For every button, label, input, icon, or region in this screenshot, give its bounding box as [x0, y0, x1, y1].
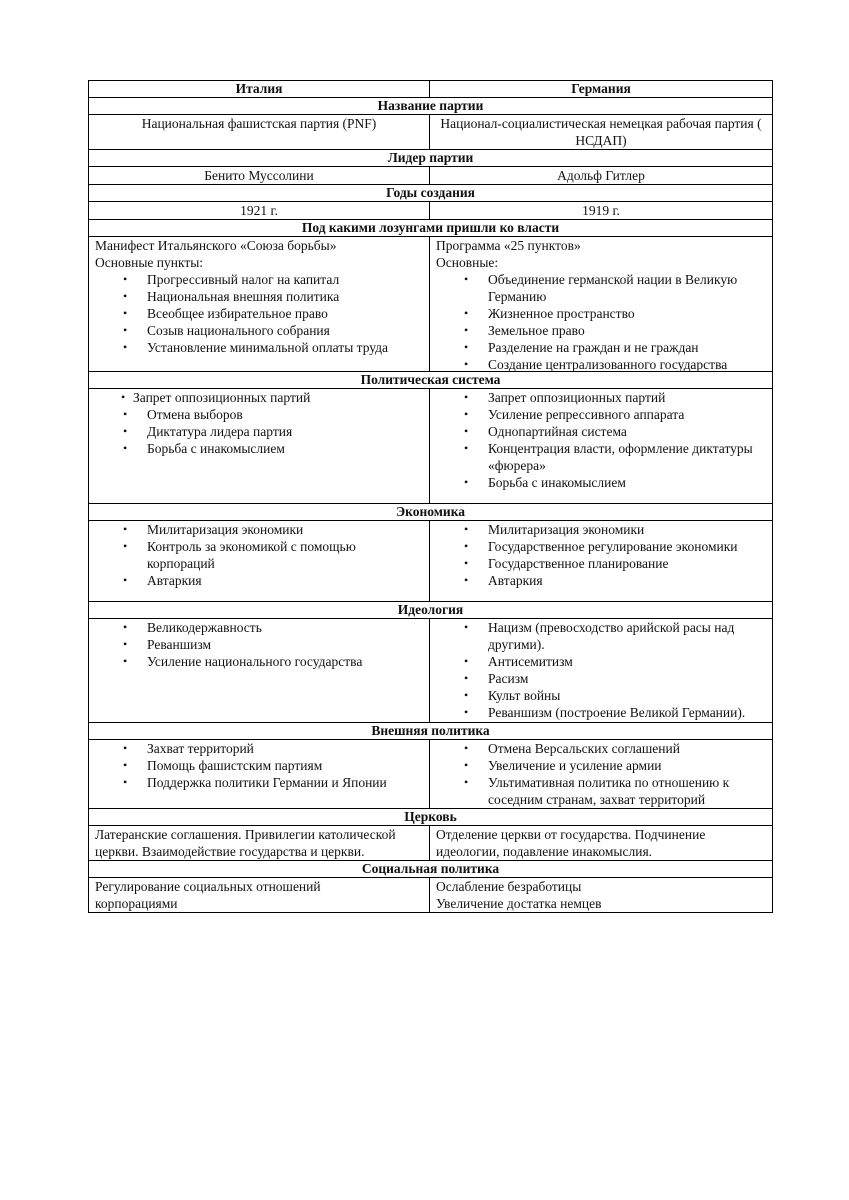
political-row — [89, 388, 772, 503]
germany-ideology — [430, 619, 772, 722]
italy-slogans-sub: Основные пункты: — [95, 255, 204, 270]
list-item: • Жизненное пространство — [436, 305, 766, 322]
italy-economy-list — [95, 521, 423, 589]
section-title-church: Церковь — [404, 809, 457, 824]
italy-social — [89, 878, 430, 912]
italy-political-list — [95, 389, 423, 457]
list-item: • Борьба с инакомыслием — [95, 440, 423, 457]
germany-leader: Адольф Гитлер — [557, 168, 645, 183]
list-item: • Концентрация власти, оформление диктатуры «фюрера» — [436, 440, 766, 474]
list-item: • Реваншизм (построение Великой Германии). — [436, 704, 766, 721]
list-item: • Реваншизм — [95, 636, 423, 653]
italy-founded: 1921 г. — [89, 202, 430, 219]
header-italy: Италия — [89, 81, 430, 97]
list-item: • Однопартийная система — [436, 423, 766, 440]
list-item: • Борьба с инакомыслием — [436, 474, 766, 491]
social-row — [89, 877, 772, 912]
italy-foreign-list — [95, 740, 423, 791]
germany-ideology-list — [436, 619, 766, 721]
list-item: • Культ войны — [436, 687, 766, 704]
list-item: • Земельное право — [436, 322, 766, 339]
list-item: • Диктатура лидера партия — [95, 423, 423, 440]
section-title-leader: Лидер партии — [387, 150, 474, 165]
italy-social-text: Регулирование социальных отношений корпорациями — [95, 879, 321, 911]
germany-slogans — [430, 237, 772, 371]
list-item: • Государственное планирование — [436, 555, 766, 572]
section-title-political: Политическая система — [360, 372, 501, 387]
germany-founded: 1919 г. — [582, 203, 620, 218]
germany-economy — [430, 521, 772, 601]
table-header-row — [89, 81, 772, 97]
ideology-row — [89, 618, 772, 722]
list-item: • Усиление национального государства — [95, 653, 423, 670]
italy-church: Латеранские соглашения. Привилегии католической церкви. Взаимодействие государства и церкви. — [89, 826, 430, 860]
list-item: • Установление минимальной оплаты труда — [95, 339, 423, 356]
party-name-row — [89, 114, 772, 149]
list-item: • Отмена Версальских соглашений — [436, 740, 766, 757]
list-item: • Контроль за экономикой с помощью корпораций — [95, 538, 423, 572]
section-title-party-name: Название партии — [377, 98, 484, 113]
italy-slogans-list — [95, 271, 423, 356]
italy-party-name: Национальная фашистская партия (PNF) — [89, 115, 430, 149]
italy-ideology-list — [95, 619, 423, 670]
list-item: • Милитаризация экономики — [95, 521, 423, 538]
list-item: • Всеобщее избирательное право — [95, 305, 423, 322]
germany-political — [430, 389, 772, 503]
list-item: • Увеличение и усиление армии — [436, 757, 766, 774]
list-item: • Антисемитизм — [436, 653, 766, 670]
germany-church: Отделение церкви от государства. Подчинение идеологии, подавление инакомыслия. — [436, 827, 706, 859]
italy-ideology — [89, 619, 430, 722]
germany-social-line1: Ослабление безработицы — [436, 879, 582, 894]
germany-foreign-list — [436, 740, 766, 808]
germany-slogans-intro: Программа «25 пунктов» — [436, 238, 581, 253]
section-title-founded: Годы создания — [386, 185, 475, 200]
foreign-row — [89, 739, 772, 808]
list-item: • Прогрессивный налог на капитал — [95, 271, 423, 288]
leader-row — [89, 166, 772, 184]
list-item: • Ультимативная политика по отношению к соседним странам, захват территорий — [436, 774, 766, 808]
list-item: • Запрет оппозиционных партий — [436, 389, 766, 406]
list-item: • Захват территорий — [95, 740, 423, 757]
germany-party-name: Национал-социалистическая немецкая рабочая партия ( НСДАП) — [440, 116, 762, 148]
economy-row — [89, 520, 772, 601]
italy-foreign — [89, 740, 430, 808]
header-germany: Германия — [571, 81, 631, 96]
list-item: • Государственное регулирование экономики — [436, 538, 766, 555]
list-item: • Поддержка политики Германии и Японии — [95, 774, 423, 791]
section-title-slogans: Под какими лозунгами пришли ко власти — [301, 220, 560, 235]
list-item: • Нацизм (превосходство арийской расы над другими). — [436, 619, 766, 653]
germany-social-line2: Увеличение достатка немцев — [436, 896, 602, 911]
list-item: • Разделение на граждан и не граждан — [436, 339, 766, 356]
section-title-economy: Экономика — [395, 504, 466, 519]
list-item: • Автаркия — [436, 572, 766, 589]
list-item: • Милитаризация экономики — [436, 521, 766, 538]
germany-slogans-list — [436, 271, 766, 373]
germany-political-list — [436, 389, 766, 491]
list-item: • Усиление репрессивного аппарата — [436, 406, 766, 423]
italy-leader: Бенито Муссолини — [89, 167, 430, 184]
church-row — [89, 825, 772, 860]
italy-slogans — [89, 237, 430, 371]
slogans-row — [89, 236, 772, 371]
italy-economy — [89, 521, 430, 601]
list-item: • Созыв национального собрания — [95, 322, 423, 339]
list-item: • Отмена выборов — [95, 406, 423, 423]
italy-slogans-intro: Манифест Итальянского «Союза борьбы» — [95, 238, 337, 253]
section-title-ideology: Идеология — [397, 602, 464, 617]
list-item: • Автаркия — [95, 572, 423, 589]
section-title-social: Социальная политика — [361, 861, 500, 876]
list-item: • Запрет оппозиционных партий — [95, 389, 423, 406]
list-item: • Помощь фашистским партиям — [95, 757, 423, 774]
list-item: • Великодержавность — [95, 619, 423, 636]
germany-foreign — [430, 740, 772, 808]
list-item: • Объединение германской нации в Великую Германию — [436, 271, 766, 305]
comparison-table — [88, 80, 773, 913]
list-item: • Расизм — [436, 670, 766, 687]
germany-slogans-sub: Основные: — [436, 255, 499, 270]
germany-social — [430, 878, 772, 912]
section-title-foreign: Внешняя политика — [371, 723, 490, 738]
list-item: • Создание централизованного государства — [436, 356, 766, 373]
list-item: • Национальная внешняя политика — [95, 288, 423, 305]
germany-economy-list — [436, 521, 766, 589]
italy-political — [89, 389, 430, 503]
founded-row — [89, 201, 772, 219]
